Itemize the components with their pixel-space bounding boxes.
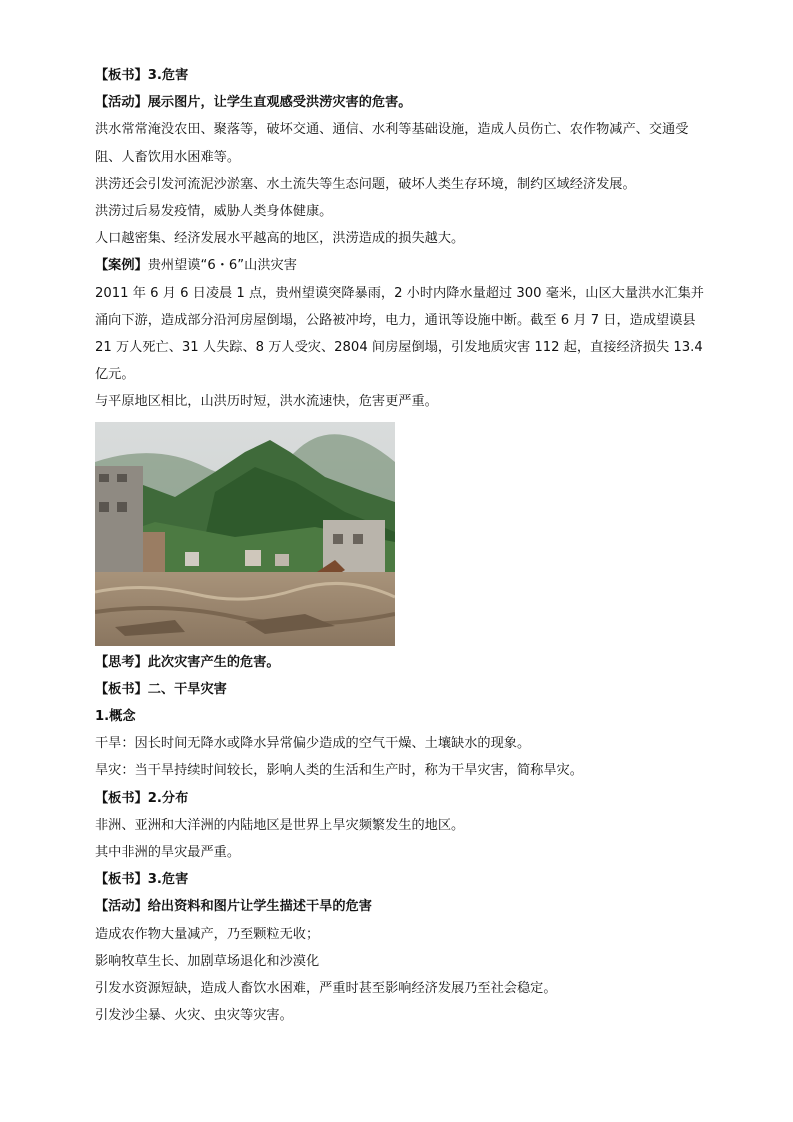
board-heading-harm: 【板书】3.危害 <box>95 68 189 83</box>
tag-board: 【板书】 <box>95 790 148 806</box>
paragraph-flood-impacts: 洪水常常淹没农田、聚落等，破坏交通、通信、水利等基础设施，造成人员伤亡、农作物减产、交通受阻、人畜饮用水困难等。 <box>95 122 689 165</box>
section-concept: 1.概念 <box>95 709 136 725</box>
activity-heading: 【活动】展示图片，让学生直观感受洪涝灾害的危害。 <box>95 95 412 111</box>
flood-photo <box>95 422 395 646</box>
tag-board: 【板书】 <box>95 681 148 697</box>
tag-case: 【案例】 <box>95 258 148 274</box>
think-heading: 【思考】此次灾害产生的危害。 <box>95 654 280 670</box>
tag-activity: 【活动】 <box>95 899 148 915</box>
tag-think: 【思考】 <box>95 654 148 670</box>
document-body <box>95 62 705 1029</box>
tag-activity: 【活动】 <box>95 95 148 111</box>
harm-other: 引发沙尘暴、火灾、虫灾等灾害。 <box>95 1008 293 1024</box>
board-heading-distribution: 【板书】2.分布 <box>95 790 189 806</box>
definition-drought-disaster: 旱灾：当干旱持续时间较长，影响人类的生活和生产时，称为干旱灾害，简称旱灾。 <box>95 763 583 779</box>
board-heading-drought-harm: 【板书】3.危害 <box>95 872 189 888</box>
paragraph-case-details: 2011 年 6 月 6 日凌晨 1 点，贵州望谟突降暴雨，2 小时内降水量超过 300 毫米，山区大量洪水汇集并涌向下游，造成部分沿河房屋倒塌，公路被冲垮，电力，通讯等设施中断。截至 6 月 7 日，造成望谟县 21 万人死亡、31 人失踪、8 万人受灾、2804 间房屋倒塌，引发地质灾害 112 起，直接经济损失 13.4 亿元。 <box>95 285 704 383</box>
paragraph-distribution: 非洲、亚洲和大洋洲的内陆地区是世界上旱灾频繁发生的地区。 <box>95 817 465 833</box>
activity-heading-drought: 【活动】给出资料和图片让学生描述干旱的危害 <box>95 899 372 915</box>
paragraph-ecological-problems: 洪涝还会引发河流泥沙淤塞、水土流失等生态问题，破坏人类生存环境，制约区域经济发展。 <box>95 176 636 192</box>
board-heading-drought: 【板书】二、干旱灾害 <box>95 681 227 697</box>
harm-crops: 造成农作物大量减产，乃至颗粒无收； <box>95 926 320 942</box>
paragraph-mountain-flood: 与平原地区相比，山洪历时短，洪水流速快，危害更严重。 <box>95 394 438 410</box>
tag-board: 【板书】 <box>95 68 148 83</box>
tag-board: 【板书】 <box>95 872 148 888</box>
harm-water: 引发水资源短缺，造成人畜饮水困难，严重时甚至影响经济发展乃至社会稳定。 <box>95 981 557 997</box>
harm-pasture: 影响牧草生长、加剧草场退化和沙漠化 <box>95 953 320 969</box>
case-heading: 【案例】贵州望谟“6・6”山洪灾害 <box>95 258 297 274</box>
paragraph-africa: 其中非洲的旱灾最严重。 <box>95 845 241 861</box>
paragraph-loss-density: 人口越密集、经济发展水平越高的地区，洪涝造成的损失越大。 <box>95 231 465 247</box>
paragraph-epidemic: 洪涝过后易发疫情，威胁人类身体健康。 <box>95 204 333 220</box>
definition-drought: 干旱：因长时间无降水或降水异常偏少造成的空气干燥、土壤缺水的现象。 <box>95 736 531 752</box>
